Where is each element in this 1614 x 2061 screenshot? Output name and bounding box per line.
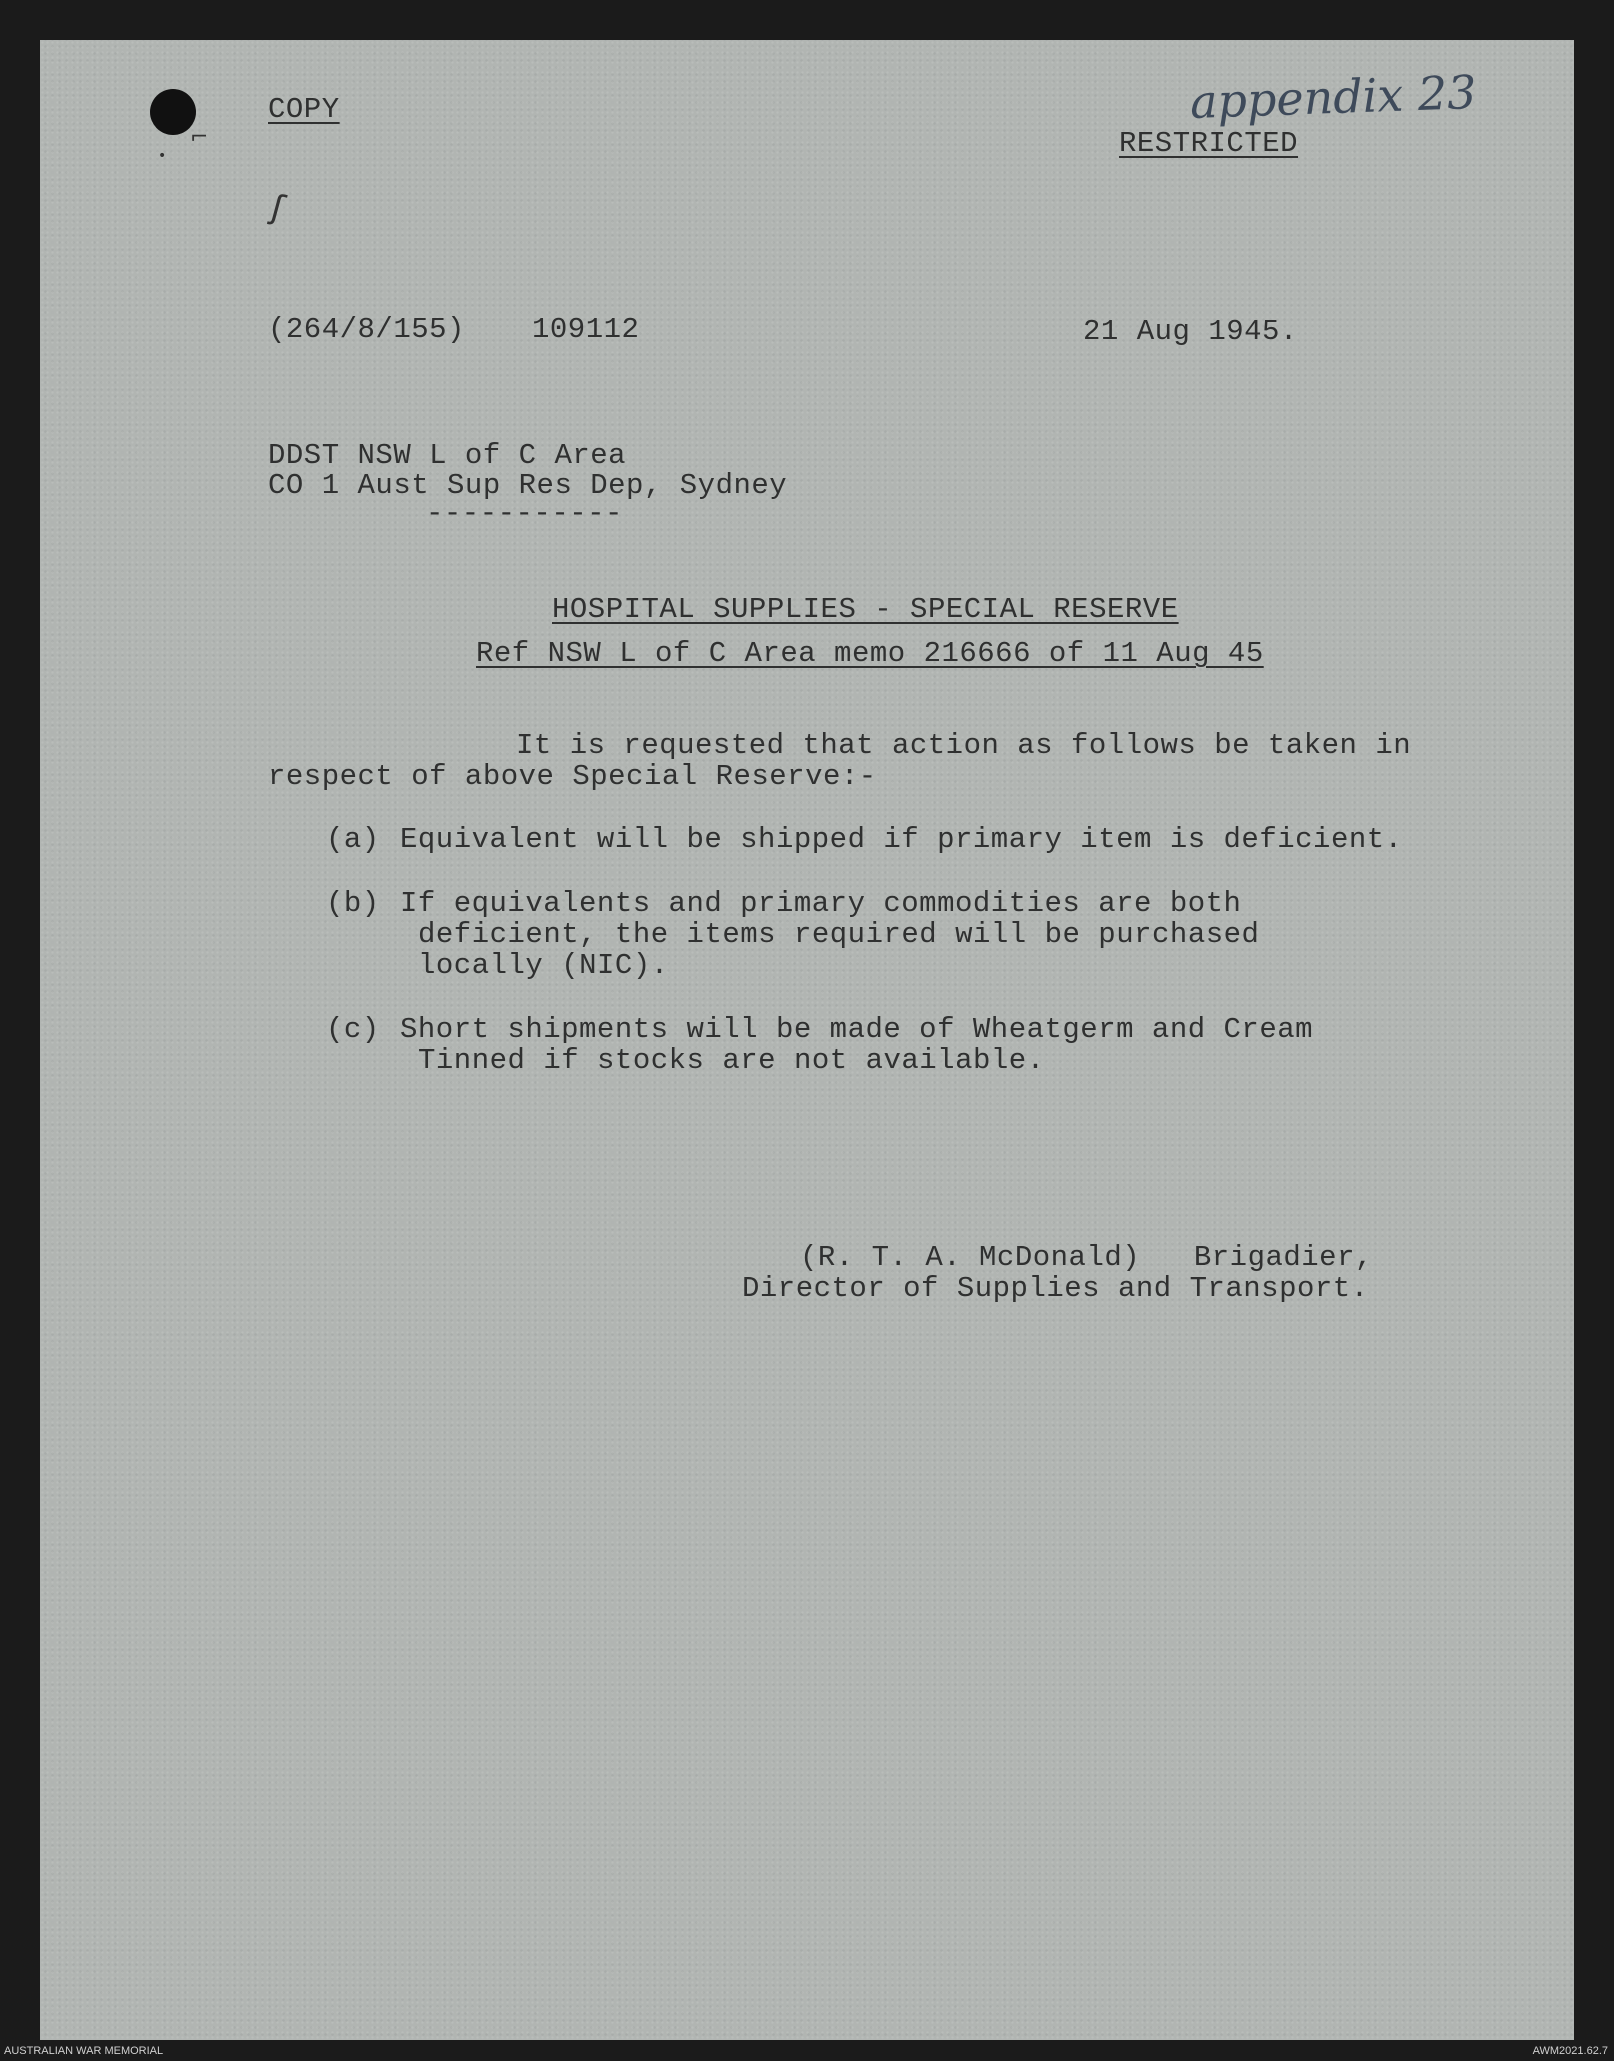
addressee-line-2: CO 1 Aust Sup Res Dep, Sydney (268, 469, 788, 502)
item-a-line-1: Equivalent will be shipped if primary item is deficient. (400, 823, 1403, 856)
item-b-label: (b) (326, 887, 380, 920)
document-date: 21 Aug 1945. (1083, 315, 1298, 348)
reference-number: 109112 (532, 313, 640, 346)
subject-title: HOSPITAL SUPPLIES - SPECIAL RESERVE (552, 593, 1179, 626)
item-c-label: (c) (326, 1013, 380, 1046)
classification-label: RESTRICTED (1119, 127, 1299, 160)
item-b-line-3: locally (NIC). (418, 949, 669, 982)
copy-label: COPY (268, 93, 340, 126)
item-b-line-1: If equivalents and primary commodities are both (400, 887, 1242, 920)
stray-pen-mark: • (158, 148, 167, 164)
handwritten-appendix-note: appendix 23 (1189, 65, 1478, 129)
paper-sheet (40, 40, 1574, 2040)
item-c-line-2: Tinned if stocks are not available. (418, 1044, 1045, 1077)
archive-footer-right: AWM2021.62.7 (1532, 2045, 1608, 2057)
subject-reference: Ref NSW L of C Area memo 216666 of 11 Aug 45 (476, 637, 1264, 670)
item-a-label: (a) (326, 823, 380, 856)
stray-pen-mark: ʃ (267, 187, 289, 229)
addressee-line-1: DDST NSW L of C Area (268, 439, 627, 472)
signature-name-rank: (R. T. A. McDonald) Brigadier, (800, 1241, 1373, 1274)
stray-pen-mark: ⌐ (190, 125, 209, 150)
signature-title: Director of Supplies and Transport. (742, 1272, 1369, 1305)
addressee-rule: ----------- (426, 497, 623, 530)
item-b-line-2: deficient, the items required will be purchased (418, 918, 1260, 951)
intro-line-1: It is requested that action as follows be taken in (516, 729, 1412, 762)
item-c-line-1: Short shipments will be made of Wheatgerm and Cream (400, 1013, 1314, 1046)
archive-footer-left: AUSTRALIAN WAR MEMORIAL (4, 2045, 164, 2057)
intro-line-2: respect of above Special Reserve:- (268, 760, 877, 793)
file-reference: (264/8/155) (268, 313, 465, 346)
